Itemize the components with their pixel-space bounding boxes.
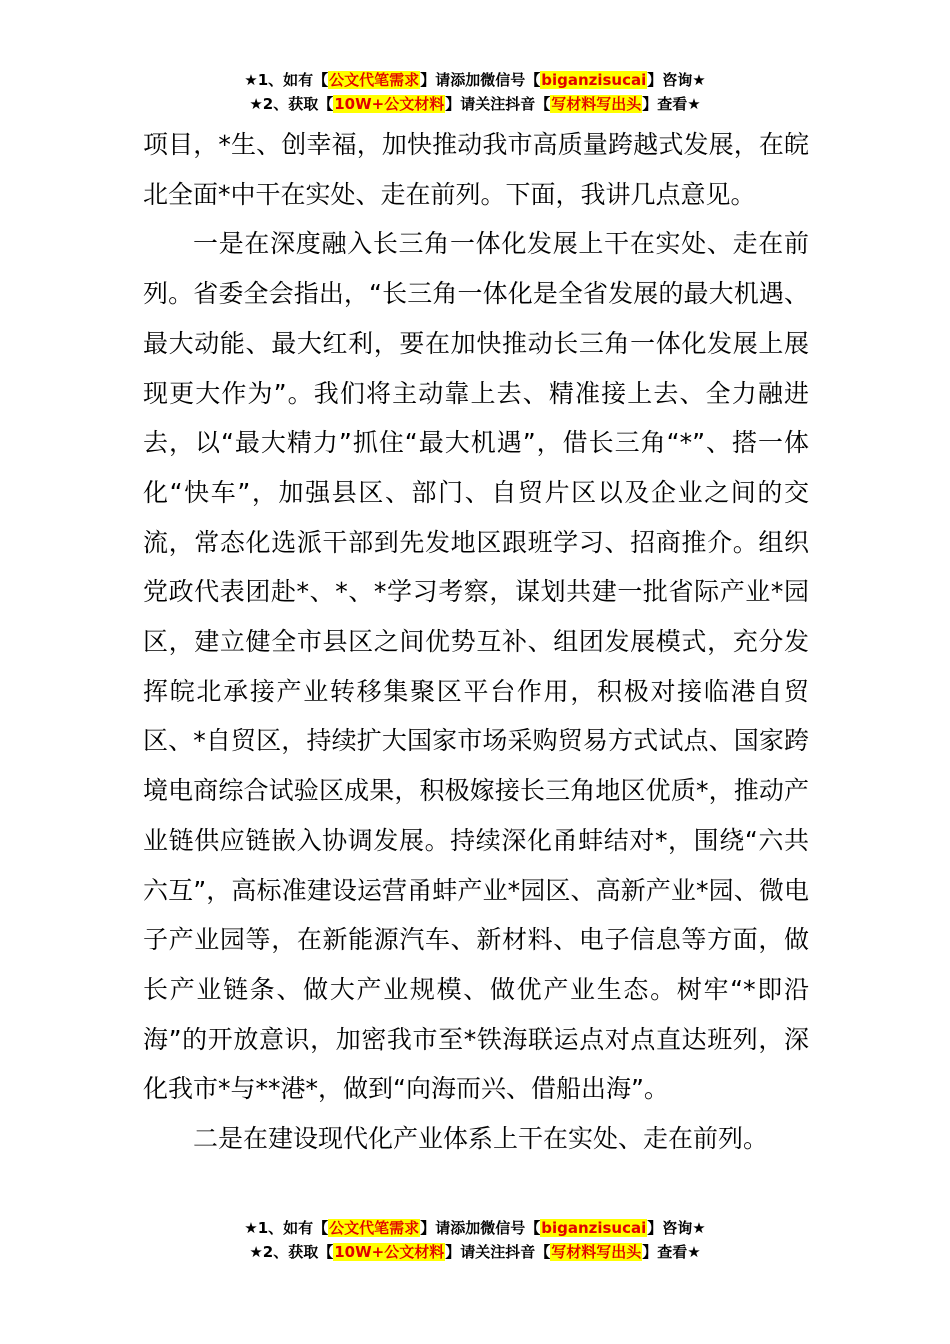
- banner-text: 】请关注抖音【: [445, 1243, 551, 1261]
- banner-highlight: 公文代笔需求: [329, 71, 420, 89]
- banner-highlight: 10W+公文材料: [334, 95, 445, 113]
- banner-text: 】查看★: [642, 95, 701, 113]
- banner-highlight: 写材料写出头: [551, 1243, 642, 1261]
- banner-text: ★1、如有【: [244, 1219, 329, 1237]
- footer-banner: [0, 1216, 950, 1264]
- banner-text: ★1、如有【: [244, 71, 329, 89]
- banner-text: 】请添加微信号【: [420, 1219, 541, 1237]
- banner-line-2: [0, 1240, 950, 1264]
- banner-text: ★2、获取【: [249, 95, 334, 113]
- paragraph-3: 二是在建设现代化产业体系上干在实处、走在前列。: [193, 1124, 769, 1154]
- document-body: [143, 120, 809, 1164]
- banner-highlight: 公文代笔需求: [329, 1219, 420, 1237]
- banner-highlight: 写材料写出头: [551, 95, 642, 113]
- banner-text: ★2、获取【: [249, 1243, 334, 1261]
- banner-line-2: [0, 92, 950, 116]
- paragraph-1: 项目，*生、创幸福，加快推动我市高质量跨越式发展，在皖北全面*中干在实处、走在前列。下面，我讲几点意见。: [143, 130, 809, 209]
- banner-line-1: [0, 68, 950, 92]
- banner-text: 】请关注抖音【: [445, 95, 551, 113]
- banner-line-1: [0, 1216, 950, 1240]
- banner-highlight: biganzisucai: [541, 1219, 647, 1237]
- banner-text: 】咨询★: [647, 1219, 706, 1237]
- paragraph-2: 一是在深度融入长三角一体化发展上干在实处、走在前列。省委全会指出，“长三角一体化是全省发展的最大机遇、最大动能、最大红利，要在加快推动长三角一体化发展上展现更大作为”。我们将主动靠上去、精准接上去、全力融进去，以“最大精力”抓住“最大机遇”，借长三角“*”、搭一体化“快车”，加强县区、部门、自贸片区以及企业之间的交流，常态化选派干部到先发地区跟班学习、招商推介。组织党政代表团赴*、*、*学习考察，谋划共建一批省际产业*园区，建立健全市县区之间优势互补、组团发展模式，充分发挥皖北承接产业转移集聚区平台作用，积极对接临港自贸区、*自贸区，持续扩大国家市场采购贸易方式试点、国家跨境电商综合试验区成果，积极嫁接长三角地区优质*，推动产业链供应链嵌入协调发展。持续深化甬蚌结对*，围绕“六共六互”，高标准建设运营甬蚌产业*园区、高新产业*园、微电子产业园等，在新能源汽车、新材料、电子信息等方面，做长产业链条、做大产业规模、做优产业生态。树牢“*即沿海”的开放意识，加密我市至*铁海联运点对点直达班列，深化我市*与**港*，做到“向海而兴、借船出海”。: [143, 229, 809, 1104]
- banner-highlight: 10W+公文材料: [334, 1243, 445, 1261]
- banner-highlight: biganzisucai: [541, 71, 647, 89]
- banner-text: 】查看★: [642, 1243, 701, 1261]
- banner-text: 】请添加微信号【: [420, 71, 541, 89]
- banner-text: 】咨询★: [647, 71, 706, 89]
- header-banner: [0, 68, 950, 116]
